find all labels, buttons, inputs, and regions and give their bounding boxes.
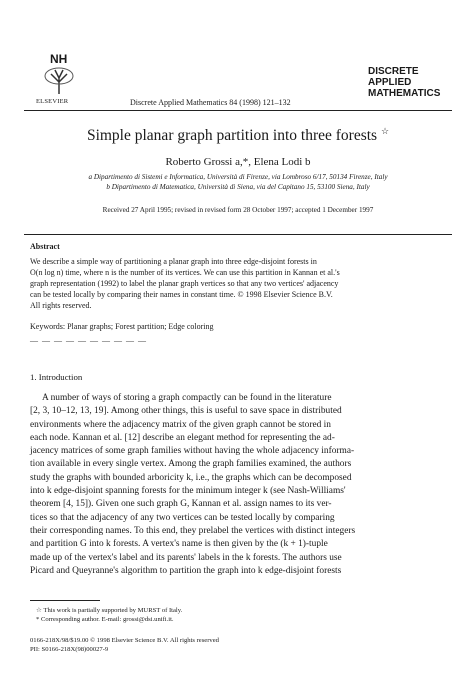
title-footnote-mark: ☆ bbox=[380, 126, 390, 136]
body-line: made up of the vertex's label and its parents' labels in the k forests. The authors use bbox=[30, 552, 342, 563]
section-heading: 1. Introduction bbox=[30, 372, 83, 382]
body-line: and partition G into k forests. A vertex's name is then given by the (k + 1)-tuple bbox=[30, 539, 328, 550]
authors: Roberto Grossi a,*, Elena Lodi b bbox=[165, 156, 311, 168]
footnote: * Corresponding author. E-mail: grossi@dsi.unifi.it. bbox=[36, 616, 174, 623]
journal-brand bbox=[368, 66, 440, 99]
body-line: jacency matrices of some graph families without having the whole adjacency informa- bbox=[30, 446, 355, 457]
publisher-name: ELSEVIER bbox=[36, 98, 69, 105]
pii-line: PII: S0166-218X(98)00027-9 bbox=[30, 646, 109, 653]
publisher-logo bbox=[24, 52, 94, 110]
body-line: tion available in every single vertex. Among the graph families examined, the authors bbox=[30, 459, 352, 470]
body-line: theorem [4, 15]). Given one such graph G, Kannan et al. assign names to its ver- bbox=[30, 499, 332, 510]
body-line: A number of ways of storing a graph compactly can be found in the literature bbox=[42, 393, 332, 403]
affiliation-line: a Dipartimento di Sistemi e Informatica, Università di Firenze, via Lombroso 6/17, 50134 Firenze, Italy bbox=[88, 173, 388, 181]
footnote-rule bbox=[30, 600, 100, 601]
journal-brand-line: DISCRETE bbox=[368, 66, 419, 77]
body-line: their corresponding names. To this end, they prelabel the vertices with distinct integers bbox=[30, 525, 356, 536]
body-line: each node. Kannan et al. [12] describe an elegant method for representing the ad- bbox=[30, 432, 335, 443]
body-line: into k edge-disjoint spanning forests for the minimum integer k (see Nash-Williams' bbox=[30, 486, 346, 497]
affiliation-line: b Dipartimento di Matematica, Università di Siena, via del Capitano 15, 53100 Siena, Italy bbox=[106, 183, 370, 191]
abstract-line: We describe a simple way of partitioning a planar graph into three edge-disjoint forests in bbox=[30, 257, 317, 266]
keywords: Keywords: Planar graphs; Forest partition; Edge coloring bbox=[30, 322, 214, 331]
article-title bbox=[24, 126, 452, 145]
body-line: tices so that the adjacency of any two vertices can be tested locally by comparing bbox=[30, 512, 335, 523]
abstract-line: can be tested locally by comparing their names in constant time. © 1998 Elsevier Science B.V. bbox=[30, 290, 333, 299]
journal-citation: Discrete Applied Mathematics 84 (1998) 121–132 bbox=[130, 98, 291, 107]
abstract-line: All rights reserved. bbox=[30, 301, 92, 310]
elsevier-tree-icon bbox=[39, 66, 79, 96]
introduction-body bbox=[30, 392, 448, 578]
article-identifiers bbox=[30, 636, 219, 654]
body-line: [2, 3, 10–12, 13, 19]. Among other things, this is useful to save space in distributed bbox=[30, 406, 342, 417]
copyright-line: 0166-218X/98/$19.00 © 1998 Elsevier Science B.V. All rights reserved bbox=[30, 637, 219, 644]
abstract-body bbox=[30, 256, 446, 311]
article-title-text: Simple planar graph partition into three forests bbox=[86, 127, 378, 145]
publisher-logo-mark: NH bbox=[50, 52, 68, 66]
abstract-rule bbox=[24, 234, 452, 235]
header-rule bbox=[24, 110, 452, 111]
body-line: study the graphs with bounded arboricity k, i.e., the graphs which can be decomposed bbox=[30, 472, 352, 483]
footnote: ☆ This work is partially supported by MURST of Italy. bbox=[36, 607, 183, 614]
affiliations bbox=[24, 172, 452, 192]
received-dates: Received 27 April 1995; revised in revised form 28 October 1997; accepted 1 December 1997 bbox=[102, 206, 374, 214]
abstract-line: O(n log n) time, where n is the number of its vertices. We can use this partition in Kannan et al.'s bbox=[30, 268, 340, 277]
abstract-line: graph representation (1992) to label the planar graph vertices so that any two vertices' adjacency bbox=[30, 279, 339, 288]
abstract-heading: Abstract bbox=[30, 242, 60, 251]
journal-brand-line: APPLIED bbox=[368, 77, 412, 88]
keywords-dash-rule: — — — — — — — — — — bbox=[30, 336, 147, 345]
footnotes bbox=[36, 606, 182, 624]
body-line: Picard and Queyranne's algorithm to partition the graph into k edge-disjoint forests bbox=[30, 565, 342, 576]
body-line: environments where the adjacency matrix of the given graph cannot be stored in bbox=[30, 419, 331, 430]
journal-brand-line: MATHEMATICS bbox=[368, 88, 441, 99]
